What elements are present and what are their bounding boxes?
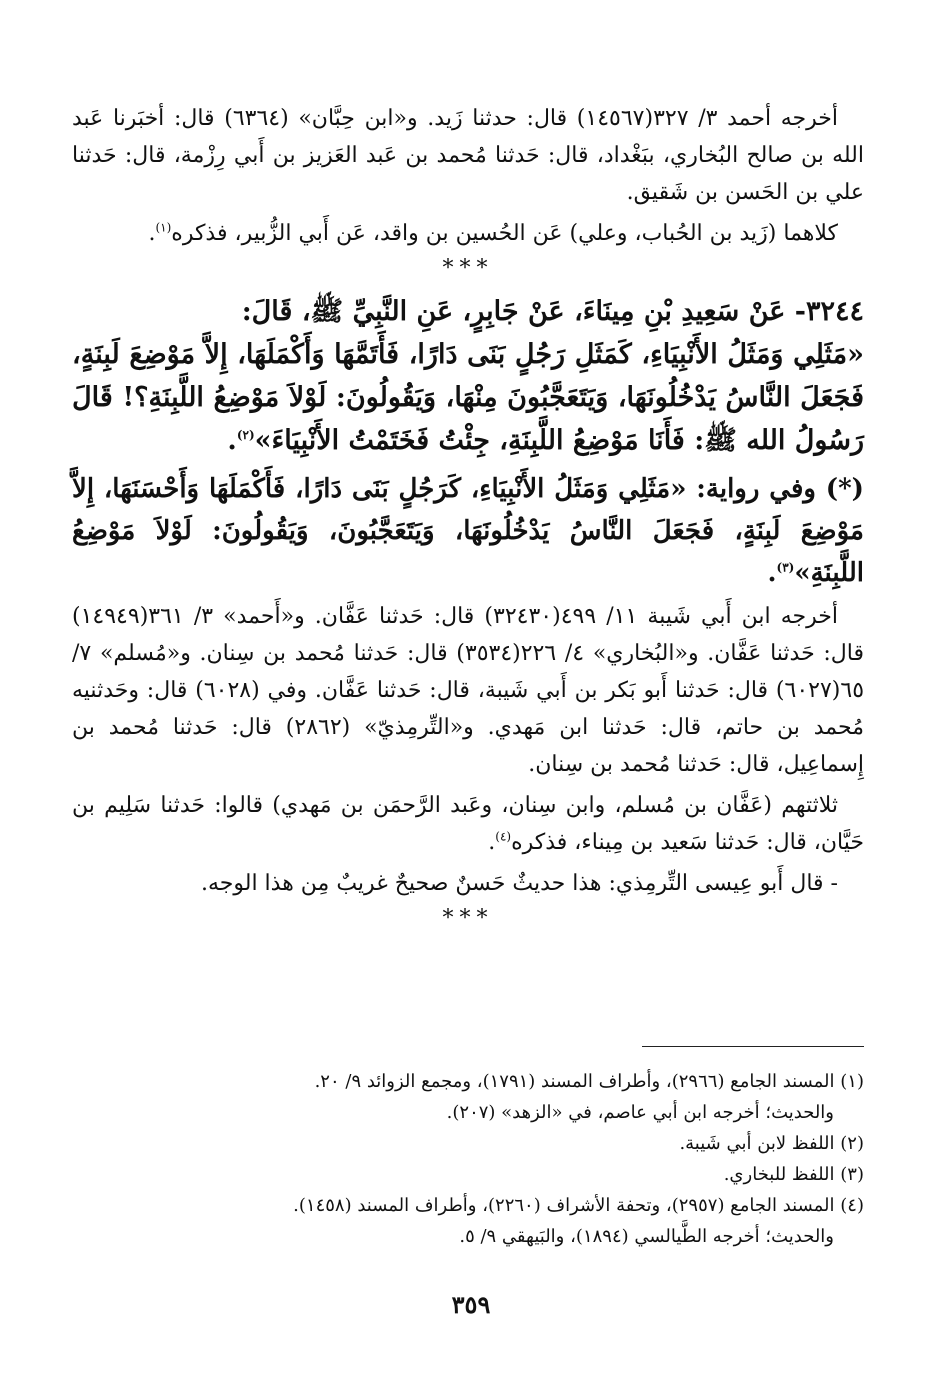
- tirmidhi-verdict: - قال أَبو عِيسى التِّرمِذي: هذا حديثٌ حَسنٌ صحيحٌ غريبٌ مِن هذا الوجه.: [200, 871, 838, 896]
- footnotes: [72, 1066, 864, 1252]
- footnote-1: (١) المسند الجامع (٢٩٦٦)، وأطراف المسند (١٧٩١)، ومجمع الزوائد ٩/ ٢٠.: [314, 1071, 864, 1092]
- footnote-1-continued: والحديث؛ أخرجه ابن أبي عاصم، في «الزهد» (٢٠٧).: [446, 1102, 834, 1123]
- section-separator: ***: [442, 256, 494, 281]
- period: .: [767, 558, 777, 588]
- summary-text: كلاهما (زَيد بن الحُباب، وعلي) عَن الحُسين بن واقد، عَن أَبي الزُّبير، فذكره: [171, 221, 838, 246]
- period: .: [227, 425, 237, 456]
- footnote-ref-2[interactable]: (٢): [236, 428, 255, 442]
- hadith-text: «مَثَلِي وَمَثَلُ الأَنْبِيَاءِ، كَمَثَلِ رَجُلٍ بَنَى دَارًا، فَأَتَمَّهَا وَأَكْمَلَهَا، إِلاَّ مَوْضِعَ لَبِنَةٍ، فَجَعَلَ النَّاسُ يَدْخُلُونَهَا، وَيَتَعَجَّبُونَ مِنْهَا، وَيَقُولُونَ: لَوْلاَ مَوْضِعُ اللَّبِنَةِ؟! قَالَ رَسُولُ الله ﷺ: فَأَنَا مَوْضِعُ اللَّبِنَةِ، جِئْتُ فَخَتَمْتُ الأَنْبِيَاءَ»: [72, 339, 864, 456]
- footnote-4-continued: والحديث؛ أخرجه الطَّيالسي (١٨٩٤)، والبَيهقي ٩/ ٥.: [459, 1226, 834, 1247]
- period: .: [148, 221, 156, 246]
- hadith-isnad: [72, 290, 864, 333]
- takhrij-paragraph-2: أخرجه ابن أَبي شَيبة ١١/ ٤٩٩(٣٢٤٣٠) قال: حَدثنا عَفَّان. و«أَحمد» ٣/ ٣٦١(١٤٩٤٩) قال: حَدثنا عَفَّان. و«البُخاري» ٤/ ٢٢٦(٣٥٣٤) قال: حَدثنا مُحمد بن سِنان. و«مُسلم» ٧/ ٦٥(٦٠٢٧) قال: حَدثنا أَبو بَكر بن أَبي شَيبة، قال: حَدثنا عَفَّان. وفي (٦٠٢٨) قال: وحَدثنيه مُحمد بن حاتم، قال: حَدثنا ابن مَهدي. و«التِّرمِذيّ» (٢٨٦٢) قال: حَدثنا مُحمد بن إِسماعِيل، قال: حَدثنا مُحمد بن سِنان.: [72, 604, 865, 777]
- summary-text: ثلاثتهم (عَفَّان بن مُسلم، وابن سِنان، وعَبد الرَّحمَن بن مَهدي) قالوا: حَدثنا سَلِيم بن حَيَّان، قال: حَدثنا سَعيد بن مِيناء، فذكره: [72, 793, 864, 855]
- hadith-chain: عَنْ سَعِيدِ بْنِ مِينَاءَ، عَنْ جَابِرٍ، عَنِ النَّبِيِّ ﷺ، قَالَ:: [241, 296, 786, 327]
- section-separator: ***: [442, 906, 494, 931]
- takhrij-summary-2: [72, 787, 864, 861]
- variant-narration: [72, 468, 864, 594]
- footnote-ref-4[interactable]: (٤): [495, 829, 512, 844]
- page-number: ٣٥٩: [451, 1290, 491, 1319]
- hadith-matn: [72, 333, 864, 462]
- footnote-ref-1[interactable]: (١): [155, 220, 172, 235]
- footnote-3: (٣) اللفظ للبخاري.: [723, 1164, 864, 1185]
- variant-text: (*) وفي رواية: «مَثَلِي وَمَثَلُ الأَنْبِيَاءِ، كَرَجُلٍ بَنَى دَارًا، فَأَكْمَلَهَا وَأَحْسَنَهَا، إِلاَّ مَوْضِعَ لَبِنَةٍ، فَجَعَلَ النَّاسُ يَدْخُلُونَهَا، وَيَتَعَجَّبُونَ، وَيَقُولُونَ: لَوْلاَ مَوْضِعُ اللَّبِنَةِ»: [72, 474, 864, 588]
- takhrij-paragraph-1: أخرجه أحمد ٣/ ٣٢٧(١٤٥٦٧) قال: حدثنا زَيد. و«ابن حِبَّان» (٦٣٦٤) قال: أخبَرنا عَبد الله بن صالح البُخاري، ببَغْداد، قال: حَدثنا مُحمد بن عَبد العَزيز بن أَبي رِزْمة، قال: حَدثنا علي بن الحَسن بن شَقيق.: [72, 106, 864, 205]
- footnote-ref-3[interactable]: (٣): [776, 560, 795, 575]
- hadith-number: ٣٢٤٤-: [794, 296, 864, 327]
- takhrij-summary-1: [72, 215, 864, 252]
- footnote-divider: [642, 1046, 864, 1047]
- main-text: [72, 100, 864, 940]
- footnote-4: (٤) المسند الجامع (٢٩٥٧)، وتحفة الأشراف (٢٢٦٠)، وأطراف المسند (١٤٥٨).: [293, 1195, 864, 1216]
- period: .: [488, 830, 496, 855]
- footnote-2: (٢) اللفظ لابن أبي شَيبة.: [679, 1133, 864, 1154]
